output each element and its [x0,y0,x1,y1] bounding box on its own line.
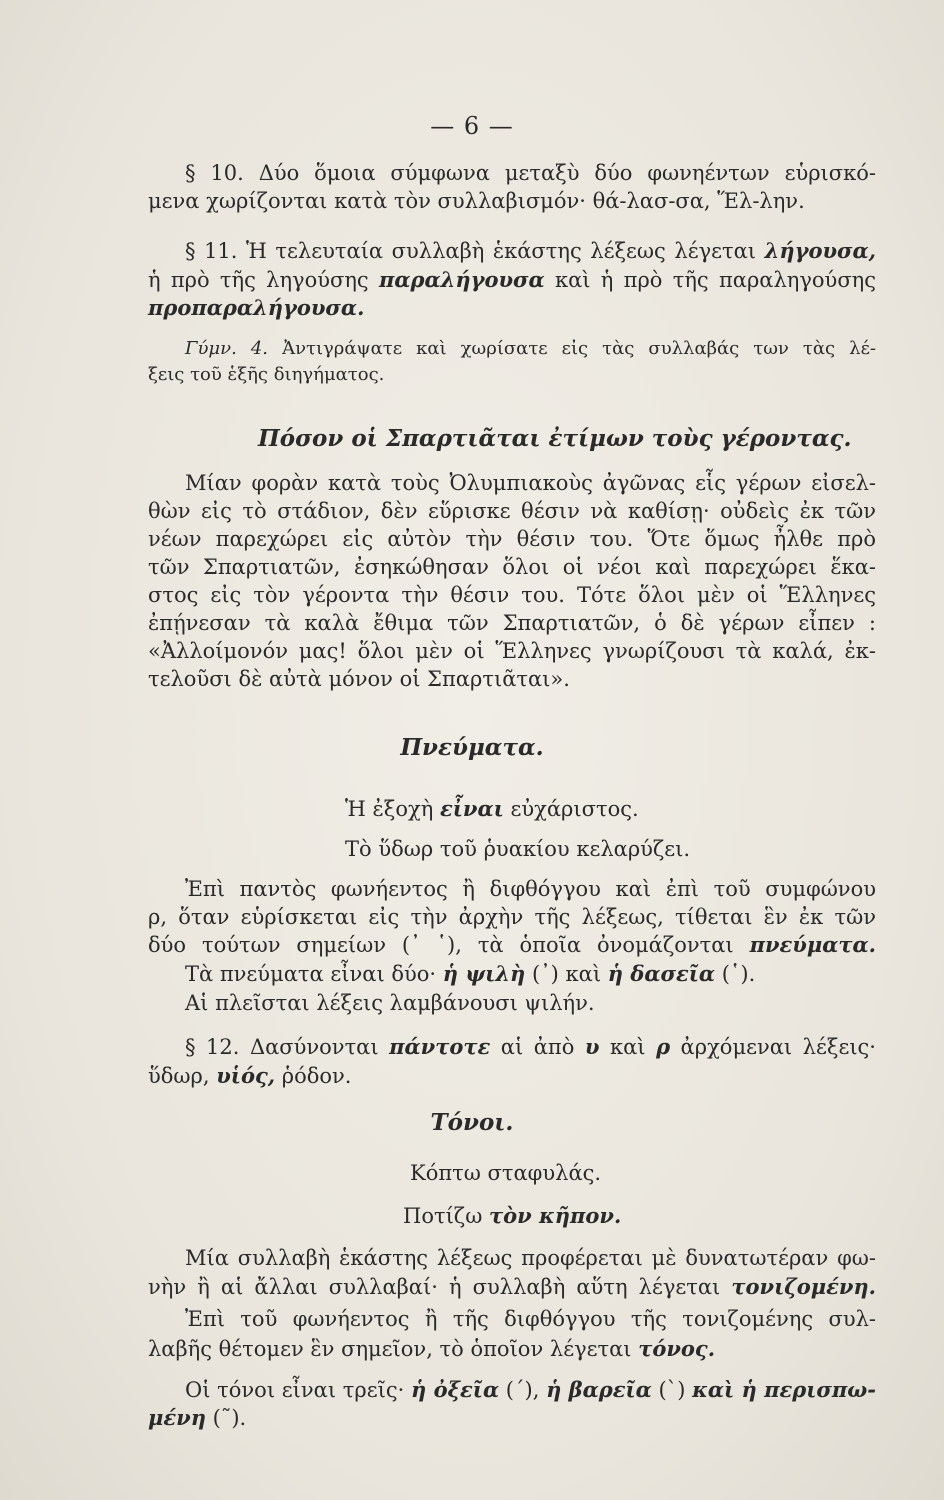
pneumata-line-5: Αἱ πλεῖσται λέξεις λαμβάνουσι ψιλήν. [185,991,595,1015]
story-line-8: τελοῦσι δὲ αὐτὰ μόνον οἱ Σπαρτιᾶται». [148,667,570,691]
text: εὐχάριστος. [503,797,639,821]
tonoi-line-5 [185,1377,876,1403]
pneumata-example-1 [345,796,845,822]
text: Ποτίζω [403,1204,489,1228]
text: ἡ πρὸ τῆς ληγούσης [148,268,379,292]
term: εἶναι [439,796,504,821]
tonoi-line-1: Μία συλλαβὴ ἑκάστης λέξεως προφέρεται μὲ δυνατωτέραν φω- [185,1246,876,1270]
pneumata-example-2: Τὸ ὕδωρ τοῦ ῥυακίου κελαρύζει. [345,837,691,861]
term-pantote: πάντοτε [389,1034,491,1059]
text: καὶ ἡ πρὸ τῆς παραληγούσης [544,268,876,292]
story-line-1: Μίαν φορὰν κατὰ τοὺς Ὀλυμπιακοὺς ἀγῶνας εἷς γέρων εἰσελ- [185,471,876,495]
term-yios: υἱός, [216,1063,276,1088]
term-psili: ἡ ψιλὴ [442,961,526,986]
page-number: — 6 — [430,112,514,140]
text: (΄), [499,1378,547,1402]
section-heading-tonoi: Τόνοι. [430,1109,514,1136]
story-line-3: νέων παρεχώρει εἰς αὐτὸν τὴν θέσιν του. Ὅτε ὅμως ἦλθε πρὸ [148,527,876,551]
story-title: Πόσον οἱ Σπαρτιᾶται ἐτίμων τοὺς γέροντας. [258,425,852,452]
text: (`) [651,1378,693,1402]
term-tonizomeni: τονιζομένη. [731,1274,876,1299]
story-line-5: στος εἰς τὸν γέροντα τὴν θέσιν του. Τότε ὅλοι μὲν οἱ Ἕλληνες [148,583,876,607]
term-tonos: τόνος. [638,1336,716,1361]
paragraph-11-line-2 [148,267,876,293]
text: Ἀντιγράψατε καὶ χωρίσατε εἰς τὰς συλλαβάς των τὰς λέ- [268,338,876,359]
text: Τὰ πνεύματα εἶναι δύο· [185,962,443,986]
letter-upsilon: υ [584,1034,600,1059]
story-line-6: ἐπῄνεσαν τὰ καλὰ ἔθιμα τῶν Σπαρτιατῶν, ὁ δὲ γέρων εἶπεν : [148,611,876,635]
text: (῾). [715,962,756,986]
tonoi-example-2 [403,1203,803,1229]
term-oxeia: ἡ ὀξεῖα [410,1377,500,1402]
text: Ἡ ἐξοχὴ [345,797,440,821]
text: Οἱ τόνοι εἶναι τρεῖς· [185,1378,411,1402]
tonoi-line-3: Ἐπὶ τοῦ φωνήεντος ἢ τῆς διφθόγγου τῆς τονιζομένης συλ- [185,1307,876,1331]
term-paraligousa: παραλήγουσα [378,267,545,292]
term: τὸν κῆπον. [489,1203,622,1228]
text: (῀). [205,1406,247,1430]
section-heading-pneumata: Πνεύματα. [400,734,544,761]
text: (᾿) καὶ [525,962,608,986]
paragraph-12-line-1 [185,1034,876,1060]
exercise-label: Γύμν. 4. [185,338,269,359]
pneumata-line-1: Ἐπὶ παντὸς φωνήεντος ἢ διφθόγγου καὶ ἐπὶ τοῦ συμφώνου [185,877,876,901]
term-proparaligousa: προπαραλήγουσα. [148,295,365,320]
text: ὕδωρ, [148,1064,217,1088]
term-vareia: ἡ βαρεῖα [546,1377,652,1402]
text: καὶ [599,1035,657,1059]
tonoi-example-1: Κόπτω σταφυλάς. [410,1161,602,1185]
exercise-line-2: ξεις τοῦ ἑξῆς διηγήματος. [148,364,385,385]
paragraph-12-line-2 [148,1063,876,1089]
paragraph-11-line-1 [185,238,876,264]
tonoi-line-2 [148,1274,876,1300]
pneumata-line-2: ρ, ὅταν εὑρίσκεται εἰς τὴν ἀρχὴν τῆς λέξεως, τίθεται ἓν ἐκ τῶν [148,905,876,929]
text: νὴν ἢ αἱ ἄλλαι συλλαβαί· ἡ συλλαβὴ αὕτη λέγεται [148,1275,732,1299]
pneumata-line-3 [148,932,876,958]
exercise-line-1 [185,336,876,362]
letter-rho: ρ [656,1034,671,1059]
text: § 12. Δασύνονται [185,1035,390,1059]
story-line-2: θὼν εἰς τὸ στάδιον, δὲν εὕρισκε θέσιν νὰ καθίσῃ· οὐδεὶς ἐκ τῶν [148,499,876,523]
paragraph-10-line-2: μενα χωρίζονται κατὰ τὸν συλλαβισμόν· θά-λασ-σα, Ἕλ-λην. [148,189,805,213]
text: ἀρχόμεναι λέξεις· [670,1035,876,1059]
text: ῥόδον. [275,1064,352,1088]
text: § 11. Ἡ τελευταία συλλαβὴ ἑκάστης λέξεως λέγεται [185,239,765,263]
text: αἱ ἀπὸ [490,1035,585,1059]
term-pneumata: πνεύματα. [749,932,876,957]
tonoi-line-4 [148,1336,876,1362]
term-ligousa: λήγουσα, [764,238,876,263]
tonoi-line-6 [148,1405,876,1431]
term-perispomeni: καὶ ἡ περισπω- [692,1377,876,1402]
story-line-7: «Ἀλλοίμονόν μας! ὅλοι μὲν οἱ Ἕλληνες γνωρίζουσι τὰ καλά, ἐκ- [148,639,876,663]
text: δύο τούτων σημείων (᾿ ῾), τὰ ὁποῖα ὀνομάζονται [148,933,750,957]
term-daseia: ἡ δασεῖα [607,961,716,986]
pneumata-line-4 [185,961,876,987]
text: λαβῆς θέτομεν ἓν σημεῖον, τὸ ὁποῖον λέγεται [148,1337,639,1361]
paragraph-10-line-1: § 10. Δύο ὅμοια σύμφωνα μεταξὺ δύο φωνηέντων εὑρισκό- [185,161,876,185]
story-line-4: τῶν Σπαρτιατῶν, ἐσηκώθησαν ὅλοι οἱ νέοι καὶ παρεχώρει ἕκα- [148,555,876,579]
term-perispomeni-end: μένη [148,1405,206,1430]
